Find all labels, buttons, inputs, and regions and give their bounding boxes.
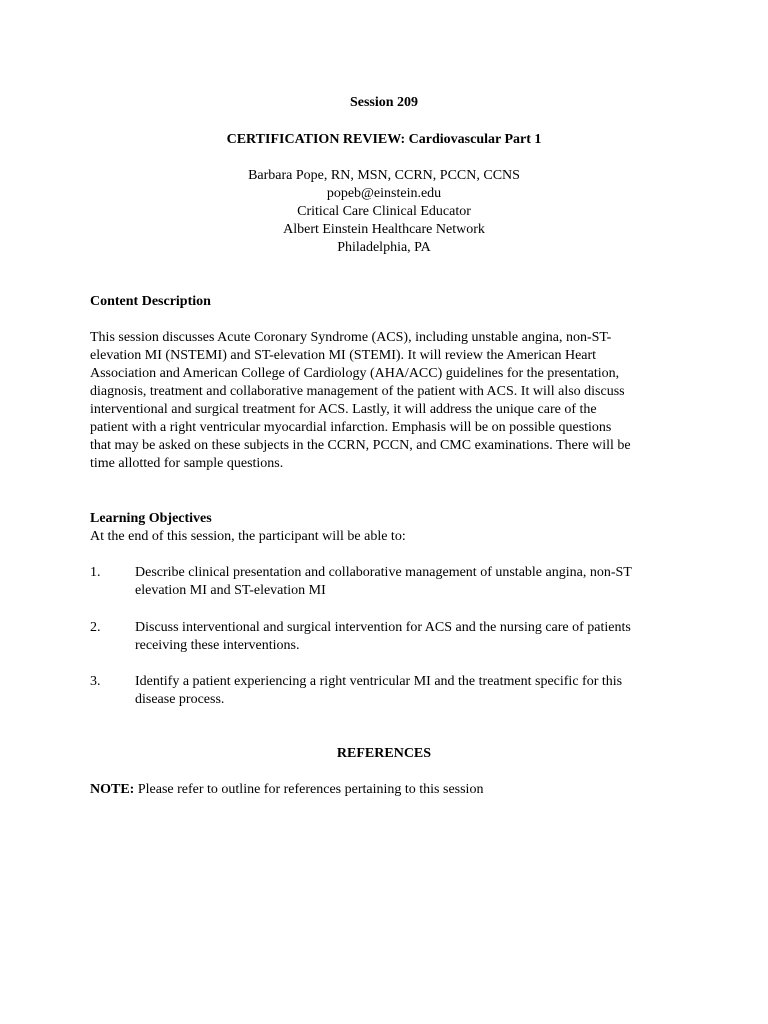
document-title: CERTIFICATION REVIEW: Cardiovascular Part 1 bbox=[226, 132, 542, 147]
objective-text: Describe clinical presentation and collaborative management of unstable angina, non-ST elevation MI and ST-elevation MI bbox=[135, 565, 632, 598]
presenter-email: popeb@einstein.edu bbox=[326, 186, 442, 201]
content-description-heading: Content Description bbox=[90, 294, 211, 309]
learning-objectives-heading: Learning Objectives bbox=[90, 511, 212, 526]
objective-number: 2. bbox=[90, 620, 101, 635]
content-description-body: This session discusses Acute Coronary Syndrome (ACS), including unstable angina, non-ST- elevation MI (NSTEMI) and ST-elevation MI (STEMI). It will review the American Heart Association and American College of Cardiology (AHA/ACC) guidelines for the presentation, diagnosis, treatment and collaborative management of the patient with ACS. It will also discuss interventional and surgical treatment for ACS. Lastly, it will address the unique care of the patient with a right ventricular myocardial infarction. Emphasis will be on possible questions that may be asked on these subjects in the CCRN, PCCN, and CMC examinations. There will be time allotted for sample questions. bbox=[90, 330, 631, 471]
note-text: Please refer to outline for references pertaining to this session bbox=[134, 782, 484, 797]
objective-text: Discuss interventional and surgical intervention for ACS and the nursing care of patients receiving these interventions. bbox=[135, 620, 631, 653]
presenter-name: Barbara Pope, RN, MSN, CCRN, PCCN, CCNS bbox=[248, 168, 520, 183]
references-note bbox=[90, 781, 690, 799]
objective-number: 1. bbox=[90, 565, 101, 580]
objective-number: 3. bbox=[90, 674, 101, 689]
presenter-organization: Albert Einstein Healthcare Network bbox=[283, 222, 485, 237]
session-number: Session 209 bbox=[349, 95, 419, 110]
references-heading: REFERENCES bbox=[336, 746, 432, 761]
note-label: NOTE: bbox=[90, 782, 135, 797]
objective-text: Identify a patient experiencing a right ventricular MI and the treatment specific for this disease process. bbox=[135, 674, 623, 707]
presenter-location: Philadelphia, PA bbox=[337, 240, 431, 255]
presenter-role: Critical Care Clinical Educator bbox=[297, 204, 471, 219]
learning-objectives-intro: At the end of this session, the participant will be able to: bbox=[90, 529, 406, 544]
